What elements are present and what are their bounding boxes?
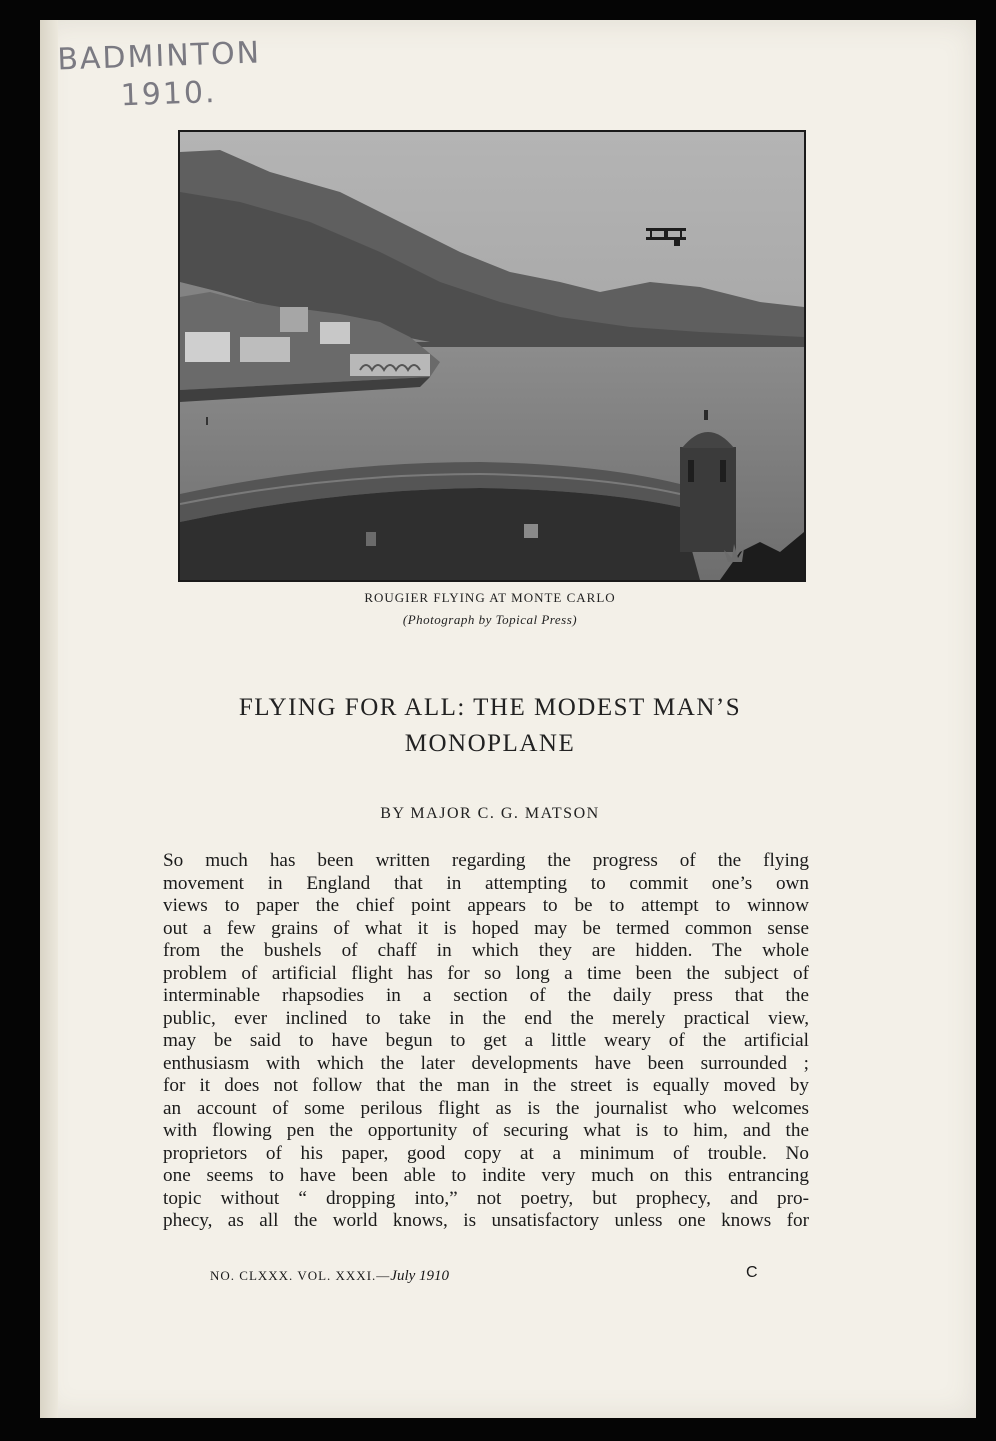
body-line: movement in England that in attempting to commit one’s own: [163, 872, 809, 894]
body-line: an account of some perilous flight as is the journalist who welcomes: [163, 1097, 809, 1119]
issue-number: NO. CLXXX. VOL. XXXI.—: [210, 1268, 391, 1283]
body-line: one seems to have been able to indite very much on this entrancing: [163, 1165, 809, 1186]
title-line: MONOPLANE: [404, 730, 576, 757]
body-line: may be said to have begun to get a little weary of the artificial: [163, 1030, 809, 1051]
page-edge: [40, 20, 58, 1418]
page-footer: [210, 1268, 449, 1285]
handwritten-line: BADMINTON: [56, 35, 262, 78]
issue-date: July 1910: [390, 1268, 450, 1284]
body-line: topic without “ dropping into,” not poetry, but prophecy, and pro-: [163, 1187, 809, 1209]
body-line: interminable rhapsodies in a section of the daily press that the: [163, 985, 809, 1006]
byline: BY MAJOR C. G. MATSON: [380, 805, 600, 822]
body-line: public, ever inclined to take in the end the merely practical view,: [163, 1007, 809, 1029]
title-line: FLYING FOR ALL: THE MODEST MAN’S: [238, 694, 742, 721]
article-body: [163, 850, 809, 1233]
body-line: for it does not follow that the man in the street is equally moved by: [163, 1075, 809, 1096]
body-line: enthusiasm with which the later developments have been surrounded ;: [163, 1052, 809, 1074]
signature-mark: C: [746, 1264, 758, 1281]
body-line: So much has been written regarding the progress of the flying: [163, 850, 809, 871]
body-line: proprietors of his paper, good copy at a minimum of trouble. No: [163, 1142, 809, 1164]
body-line: views to paper the chief point appears to be to attempt to winnow: [163, 895, 809, 916]
handwritten-line: 1910.: [120, 75, 218, 114]
body-line: problem of artificial flight has for so long a time been the subject of: [163, 962, 809, 984]
monte-carlo-photograph: [178, 130, 806, 582]
body-line: out a few grains of what it is hoped may be termed common sense: [163, 917, 809, 939]
figure-credit: (Photograph by Topical Press): [402, 612, 578, 627]
article-title: [150, 690, 830, 762]
body-line: phecy, as all the world knows, is unsatisfactory unless one knows for: [163, 1210, 809, 1231]
handwritten-note: [57, 34, 263, 117]
figure-caption: ROUGIER FLYING AT MONTE CARLO: [364, 590, 616, 605]
body-line: from the bushels of chaff in which they are hidden. The whole: [163, 940, 809, 961]
body-line: with flowing pen the opportunity of securing what is to him, and the: [163, 1120, 809, 1141]
